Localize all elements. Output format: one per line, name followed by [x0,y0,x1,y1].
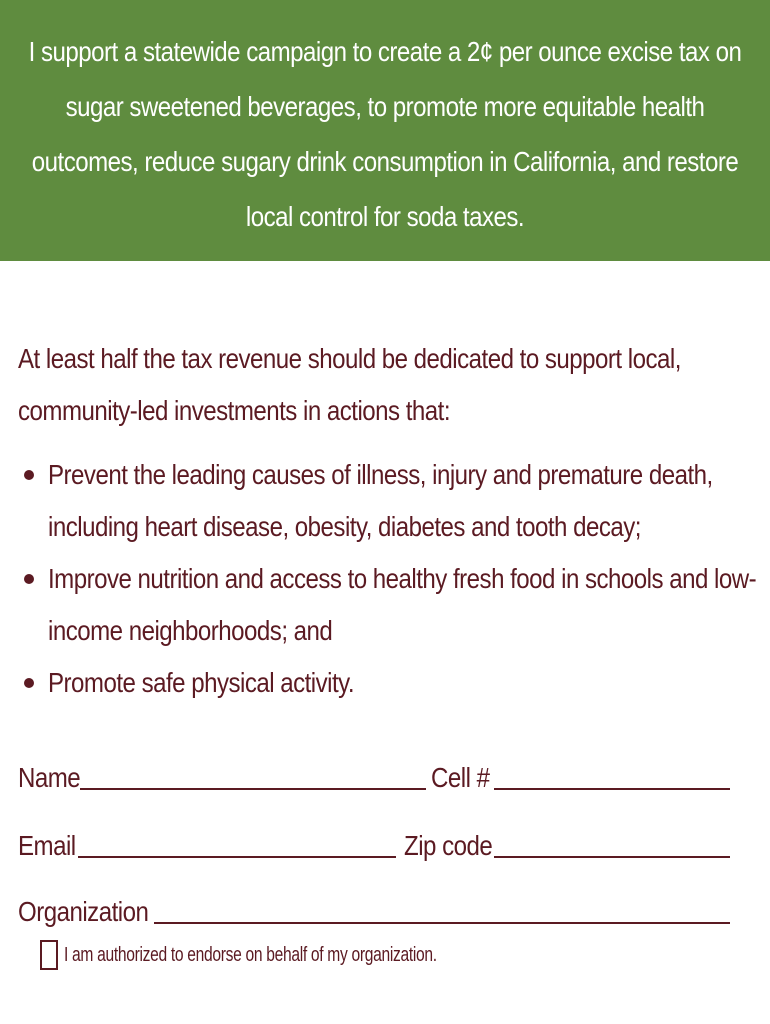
list-item-text: Promote safe physical activity. [48,667,355,698]
name-field[interactable] [80,758,426,790]
organization-field[interactable] [154,892,730,924]
cell-label: Cell # [431,762,490,793]
cell-field[interactable] [494,758,730,790]
zip-code-label: Zip code [404,830,493,861]
list-item [18,553,758,657]
name-label: Name [18,762,81,793]
authorization-checkbox[interactable] [40,940,58,970]
form-row-organization [18,886,730,930]
list-item [18,449,758,553]
action-list [18,449,758,709]
email-label: Email [18,830,76,861]
campaign-statement: I support a statewide campaign to create a 2¢ per ounce excise tax on sugar sweetened beverages, to promote more equitable health outcomes, reduce sugary drink consumption in California, and restore local control for soda taxes. [28,35,742,232]
form-row-name-cell [18,752,730,796]
form-row-email-zip [18,820,730,864]
list-item-text: Prevent the leading causes of illness, injury and premature death, including heart disease, obesity, diabetes and tooth decay; [48,459,713,542]
zip-code-field[interactable] [494,826,730,858]
bullet-icon [24,678,34,688]
bullet-icon [24,574,34,584]
list-item [18,657,758,709]
header-banner [0,0,770,261]
authorization-checkbox-label: I am authorized to endorse on behalf of my organization. [64,944,437,966]
list-item-text: Improve nutrition and access to healthy fresh food in schools and low-income neighborhoods; and [48,563,757,646]
main-content [18,333,758,709]
organization-label: Organization [18,896,149,927]
bullet-icon [24,470,34,480]
intro-paragraph: At least half the tax revenue should be dedicated to support local, community-led investments in actions that: [18,343,681,426]
email-field[interactable] [78,826,396,858]
